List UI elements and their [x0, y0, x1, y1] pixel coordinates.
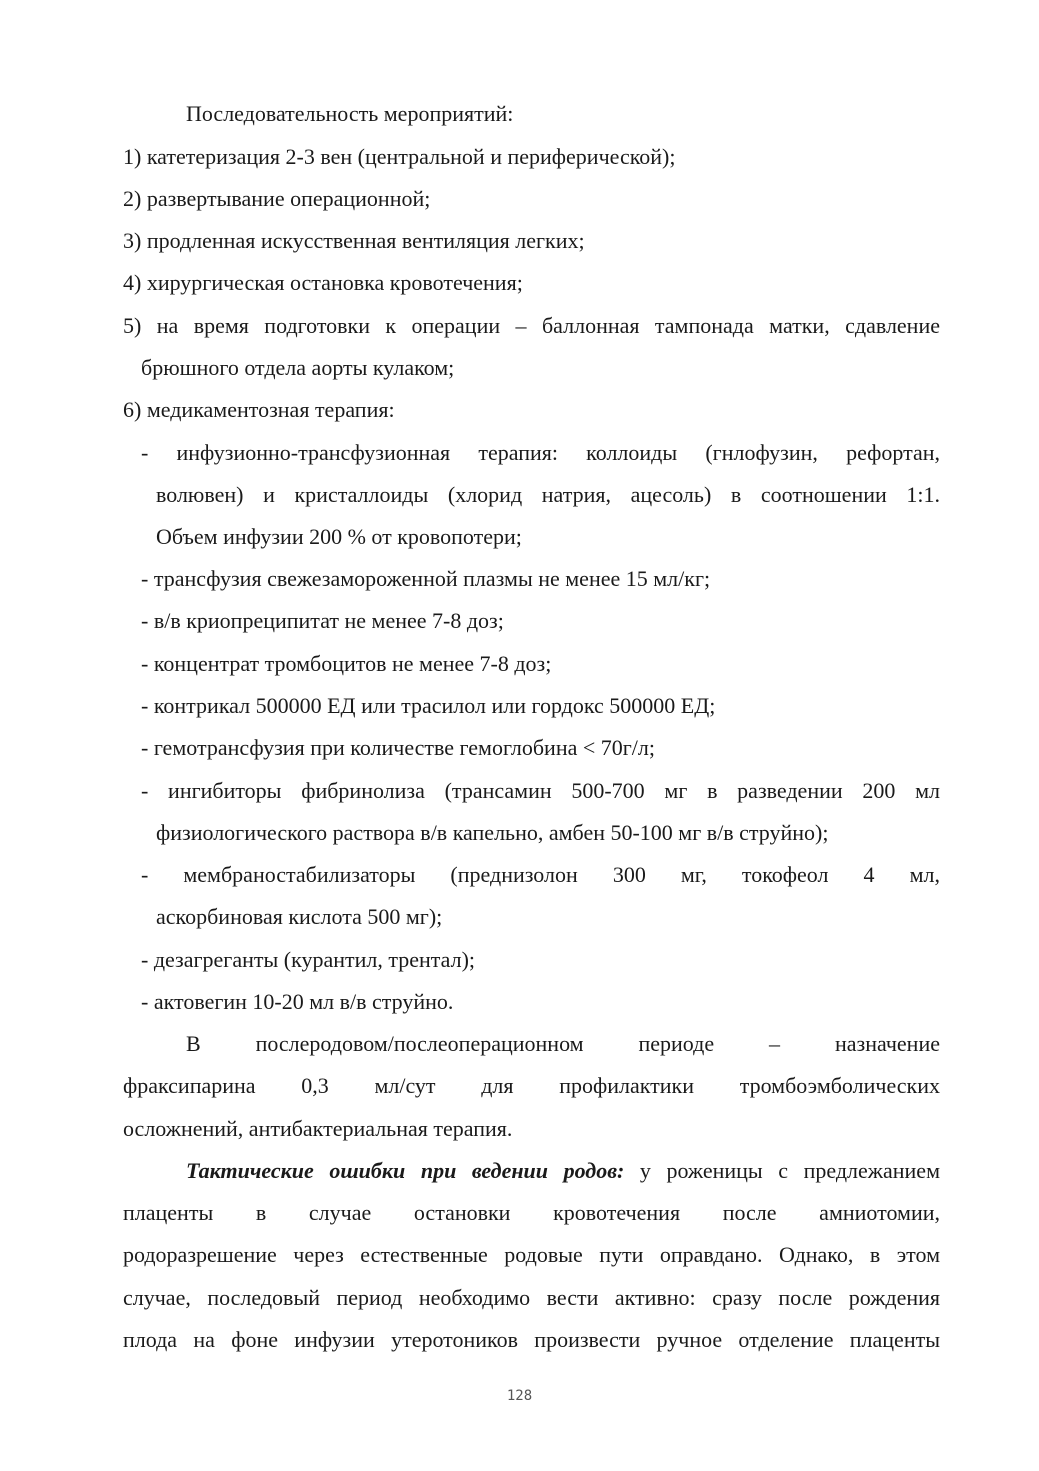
sub-item-fibrinolysis-line-1: - ингибиторы фибринолиза (трансамин 500-700 мг в разведении 200 мл [141, 778, 940, 803]
sub-item-hemotransfusion: - гемотрансфузия при количестве гемоглобина < 70г/л; [141, 735, 656, 760]
sub-item-platelets: - концентрат тромбоцитов не менее 7-8 доз; [141, 651, 552, 676]
paragraph-tactical-line-5: плода на фоне инфузии утеротоников произвести ручное отделение плаценты [123, 1327, 940, 1352]
sub-item-actovegin: - актовегин 10-20 мл в/в струйно. [141, 989, 454, 1014]
sub-item-contrical: - контрикал 500000 ЕД или трасилол или гордокс 500000 ЕД; [141, 693, 716, 718]
paragraph-tactical-line-2: плаценты в случае остановки кровотечения после амниотомии, [123, 1200, 940, 1225]
sub-item-plasma: - трансфузия свежезамороженной плазмы не менее 15 мл/кг; [141, 566, 711, 591]
paragraph-tactical-line-4: случае, последовый период необходимо вести активно: сразу после рождения [123, 1285, 940, 1310]
sub-item-fibrinolysis-line-2: физиологического раствора в/в капельно, амбен 50-100 мг в/в струйно); [156, 820, 829, 845]
sub-item-cryo: - в/в криопреципитат не менее 7-8 доз; [141, 608, 504, 633]
sub-item-infusion-line-2: волювен) и кристаллоиды (хлорид натрия, ацесоль) в соотношении 1:1. [156, 482, 940, 507]
paragraph-postpartum-line-3: осложнений, антибактериальная терапия. [123, 1116, 513, 1141]
page-number: 128 [506, 1388, 533, 1404]
sub-item-membrane-line-2: аскорбиновая кислота 500 мг); [156, 904, 443, 929]
list-item-4: 4) хирургическая остановка кровотечения; [123, 270, 523, 295]
paragraph-intro: Последовательность мероприятий: [186, 101, 514, 126]
paragraph-tactical-line-1 [186, 1157, 940, 1185]
list-item-6: 6) медикаментозная терапия: [123, 397, 395, 422]
sub-item-infusion-line-1: - инфузионно-трансфузионная терапия: коллоиды (гнлофузин, рефортан, [141, 440, 940, 465]
list-item-5-line-1: 5) на время подготовки к операции – баллонная тампонада матки, сдавление [123, 313, 940, 338]
sub-item-disaggregants: - дезагреганты (курантил, трентал); [141, 947, 476, 972]
sub-item-infusion-line-3: Объем инфузии 200 % от кровопотери; [156, 524, 522, 549]
list-item-1: 1) катетеризация 2-3 вен (центральной и периферической); [123, 144, 676, 169]
sub-item-membrane-line-1: - мембраностабилизаторы (преднизолон 300 мг, токофеол 4 мл, [141, 862, 940, 887]
paragraph-postpartum-line-1: В послеродовом/послеоперационном периоде – назначение [186, 1031, 940, 1056]
list-item-5-line-2: брюшного отдела аорты кулаком; [141, 355, 455, 380]
list-item-3: 3) продленная искусственная вентиляция легких; [123, 228, 585, 253]
paragraph-tactical-line-3: родоразрешение через естественные родовые пути оправдано. Однако, в этом [123, 1242, 940, 1267]
paragraph-postpartum-line-2: фраксипарина 0,3 мл/сут для профилактики тромбоэмболических [123, 1073, 940, 1098]
tactical-errors-text: у роженицы с предлежанием [624, 1158, 940, 1183]
tactical-errors-heading: Тактические ошибки при ведении родов: [186, 1158, 625, 1183]
list-item-2: 2) развертывание операционной; [123, 186, 431, 211]
